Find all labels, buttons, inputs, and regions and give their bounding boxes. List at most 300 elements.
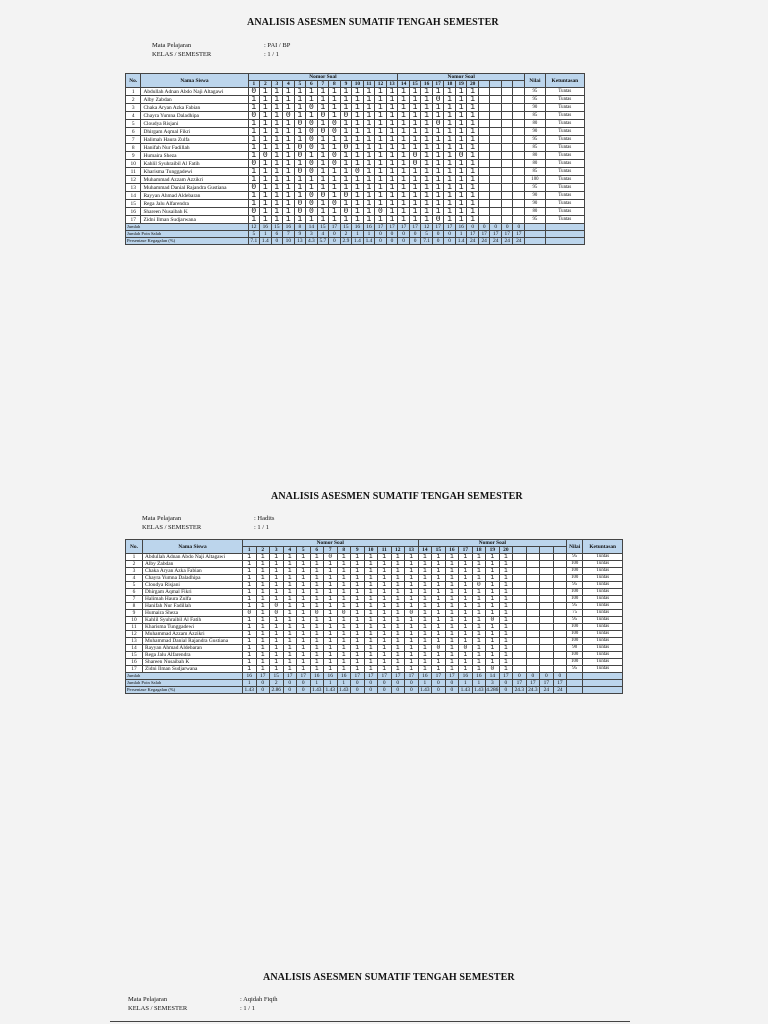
answer-cell: 1 — [398, 104, 410, 112]
class-value: : 1 / 1 — [240, 1005, 255, 1012]
answer-cell: 1 — [472, 610, 486, 617]
answer-cell — [540, 561, 554, 568]
answer-cell: 1 — [256, 666, 270, 673]
summary-cell: 1 — [455, 231, 467, 238]
status-cell: Tuntas — [545, 120, 584, 128]
subject-label: Mata Pelajaran — [152, 42, 192, 49]
answer-cell: 1 — [271, 160, 283, 168]
answer-cell: 1 — [337, 596, 351, 603]
summary-cell: 16 — [260, 224, 272, 231]
table-row — [126, 136, 585, 144]
table-top-border — [110, 1021, 630, 1022]
answer-cell: 1 — [243, 631, 257, 638]
summary-cell: 0 — [405, 680, 419, 687]
answer-cell: 1 — [363, 160, 375, 168]
answer-cell — [490, 136, 502, 144]
answer-cell — [501, 176, 513, 184]
row-number: 4 — [126, 112, 141, 120]
answer-cell: 1 — [248, 168, 260, 176]
summary-cell: 17 — [499, 673, 513, 680]
answer-cell: 1 — [310, 624, 324, 631]
question-number: 7 — [324, 547, 338, 554]
answer-cell: 1 — [391, 596, 405, 603]
answer-cell: 1 — [310, 631, 324, 638]
score-cell: 95 — [525, 184, 546, 192]
answer-cell: 1 — [256, 568, 270, 575]
answer-cell: 0 — [260, 152, 272, 160]
col-header-ketuntasan: Ketuntasan — [583, 540, 623, 554]
table-row — [126, 631, 623, 638]
answer-cell: 1 — [386, 104, 398, 112]
answer-cell — [540, 610, 554, 617]
answer-cell: 1 — [432, 184, 444, 192]
answer-cell: 0 — [329, 200, 341, 208]
answer-cell: 0 — [283, 112, 295, 120]
answer-cell: 1 — [283, 575, 297, 582]
table-row — [126, 659, 623, 666]
answer-cell: 1 — [378, 568, 392, 575]
answer-cell: 1 — [391, 659, 405, 666]
answer-cell: 1 — [317, 96, 329, 104]
answer-cell: 1 — [310, 561, 324, 568]
col-header-nomor-soal: Nomor Soal — [248, 74, 398, 81]
answer-cell: 1 — [398, 88, 410, 96]
score-cell: 90 — [525, 200, 546, 208]
answer-cell: 1 — [499, 603, 513, 610]
answer-cell: 0 — [306, 192, 318, 200]
score-cell: 95 — [525, 96, 546, 104]
student-name: Rayyan Ahmad Aldebaran — [143, 645, 243, 652]
answer-cell: 1 — [271, 88, 283, 96]
student-name: Muhammad Azzam Azzikri — [143, 631, 243, 638]
answer-cell: 1 — [283, 617, 297, 624]
answer-cell: 1 — [260, 200, 272, 208]
answer-cell — [526, 554, 540, 561]
answer-cell: 1 — [256, 554, 270, 561]
answer-cell: 1 — [351, 638, 365, 645]
answer-cell: 0 — [409, 152, 421, 160]
status-cell: Tuntas — [545, 176, 584, 184]
summary-cell: 0 — [409, 231, 421, 238]
answer-cell: 1 — [391, 610, 405, 617]
answer-cell: 1 — [352, 120, 364, 128]
answer-cell: 1 — [351, 568, 365, 575]
class-value: : 1 / 1 — [264, 51, 279, 58]
answer-cell: 1 — [467, 216, 479, 224]
answer-cell: 1 — [351, 596, 365, 603]
answer-cell: 1 — [310, 575, 324, 582]
answer-cell: 1 — [444, 112, 456, 120]
answer-cell — [478, 152, 490, 160]
answer-cell — [553, 610, 567, 617]
answer-cell — [513, 168, 525, 176]
answer-cell: 1 — [455, 216, 467, 224]
answer-cell: 1 — [283, 568, 297, 575]
answer-cell: 1 — [256, 596, 270, 603]
answer-cell: 1 — [445, 582, 459, 589]
status-cell: Tuntas — [545, 216, 584, 224]
answer-cell: 1 — [398, 112, 410, 120]
answer-cell: 1 — [260, 128, 272, 136]
answer-cell: 1 — [283, 666, 297, 673]
question-number: 18 — [444, 81, 456, 88]
answer-cell: 1 — [294, 184, 306, 192]
answer-cell — [478, 104, 490, 112]
table-row — [126, 617, 623, 624]
answer-cell: 0 — [248, 184, 260, 192]
answer-cell: 0 — [432, 216, 444, 224]
answer-cell: 1 — [363, 136, 375, 144]
answer-cell: 1 — [324, 659, 338, 666]
answer-cell: 1 — [364, 610, 378, 617]
answer-cell: 1 — [459, 603, 473, 610]
answer-cell: 1 — [418, 617, 432, 624]
answer-cell: 1 — [337, 589, 351, 596]
answer-cell — [553, 568, 567, 575]
answer-cell: 1 — [243, 645, 257, 652]
table-row — [126, 160, 585, 168]
summary-cell: 1.43 — [243, 687, 257, 694]
answer-cell: 1 — [306, 88, 318, 96]
row-number: 14 — [126, 645, 143, 652]
answer-cell: 1 — [391, 624, 405, 631]
answer-cell: 1 — [340, 120, 352, 128]
answer-cell — [513, 659, 527, 666]
answer-cell: 1 — [243, 568, 257, 575]
summary-cell: 0 — [513, 673, 527, 680]
answer-cell: 1 — [317, 176, 329, 184]
answer-cell — [478, 184, 490, 192]
status-cell: Tuntas — [545, 144, 584, 152]
row-number: 5 — [126, 120, 141, 128]
answer-cell: 1 — [499, 631, 513, 638]
answer-cell: 1 — [297, 589, 311, 596]
summary-cell: 24 — [540, 687, 554, 694]
answer-cell — [513, 200, 525, 208]
summary-empty — [583, 680, 623, 687]
answer-cell: 1 — [364, 582, 378, 589]
question-number: 14 — [418, 547, 432, 554]
answer-cell — [540, 638, 554, 645]
answer-cell: 1 — [364, 596, 378, 603]
answer-cell: 1 — [386, 96, 398, 104]
answer-cell — [540, 568, 554, 575]
answer-cell: 1 — [297, 631, 311, 638]
answer-cell: 1 — [283, 144, 295, 152]
answer-cell: 0 — [317, 112, 329, 120]
summary-cell: 0 — [478, 224, 490, 231]
answer-cell: 1 — [337, 568, 351, 575]
student-name: Chayra Yumna Daladhipa — [143, 575, 243, 582]
summary-cell: 2.86 — [270, 687, 284, 694]
answer-cell — [501, 192, 513, 200]
answer-cell: 0 — [340, 208, 352, 216]
answer-cell: 1 — [459, 659, 473, 666]
answer-cell — [490, 128, 502, 136]
answer-cell — [490, 176, 502, 184]
summary-cell: 4.3 — [306, 238, 318, 245]
answer-cell: 1 — [421, 200, 433, 208]
answer-cell: 1 — [405, 631, 419, 638]
row-number: 10 — [126, 160, 141, 168]
answer-cell: 1 — [363, 152, 375, 160]
answer-cell: 1 — [337, 645, 351, 652]
answer-cell: 1 — [445, 561, 459, 568]
answer-cell: 1 — [363, 216, 375, 224]
summary-empty — [567, 680, 583, 687]
summary-cell: 17 — [444, 224, 456, 231]
answer-cell — [526, 631, 540, 638]
answer-cell: 1 — [364, 603, 378, 610]
answer-cell: 1 — [455, 176, 467, 184]
answer-cell — [490, 112, 502, 120]
answer-cell: 1 — [459, 554, 473, 561]
row-number: 8 — [126, 144, 141, 152]
summary-cell: 2 — [340, 231, 352, 238]
answer-cell: 1 — [499, 554, 513, 561]
question-number: 3 — [271, 81, 283, 88]
summary-cell: 0 — [432, 687, 446, 694]
answer-cell: 1 — [375, 176, 387, 184]
answer-cell: 1 — [375, 112, 387, 120]
answer-cell: 1 — [378, 652, 392, 659]
answer-cell — [490, 192, 502, 200]
answer-cell: 1 — [455, 96, 467, 104]
answer-cell: 1 — [260, 96, 272, 104]
answer-cell: 1 — [378, 666, 392, 673]
score-cell: 95 — [567, 554, 583, 561]
answer-cell: 1 — [297, 568, 311, 575]
student-name: Shareen Nusaibah K — [141, 208, 248, 216]
answer-cell: 1 — [467, 152, 479, 160]
subject-value: : Hadits — [254, 515, 275, 522]
answer-cell: 1 — [256, 575, 270, 582]
answer-cell: 1 — [337, 561, 351, 568]
answer-cell: 1 — [340, 104, 352, 112]
answer-cell — [501, 216, 513, 224]
score-cell: 95 — [525, 216, 546, 224]
score-cell: 95 — [525, 136, 546, 144]
answer-cell — [526, 624, 540, 631]
answer-cell: 1 — [283, 176, 295, 184]
summary-cell: 1 — [243, 680, 257, 687]
answer-cell: 0 — [294, 152, 306, 160]
answer-cell: 1 — [243, 582, 257, 589]
student-name: Kahlil Syuhraibil Al Fatih — [141, 160, 248, 168]
answer-cell: 0 — [317, 192, 329, 200]
answer-cell: 1 — [352, 160, 364, 168]
answer-cell: 1 — [486, 638, 500, 645]
answer-cell: 0 — [310, 610, 324, 617]
answer-cell: 1 — [243, 624, 257, 631]
answer-cell: 1 — [444, 88, 456, 96]
row-number: 4 — [126, 575, 143, 582]
answer-cell: 1 — [421, 112, 433, 120]
row-number: 8 — [126, 603, 143, 610]
row-number: 15 — [126, 200, 141, 208]
answer-cell: 1 — [260, 168, 272, 176]
answer-cell: 1 — [445, 589, 459, 596]
answer-cell: 1 — [329, 144, 341, 152]
col-header-nilai: Nilai — [525, 74, 546, 88]
answer-cell: 1 — [432, 88, 444, 96]
answer-cell: 1 — [248, 192, 260, 200]
summary-cell: 14 — [486, 673, 500, 680]
question-number: 12 — [375, 81, 387, 88]
status-cell: Tuntas — [583, 645, 623, 652]
summary-cell: 1.43 — [418, 687, 432, 694]
answer-cell: 1 — [364, 666, 378, 673]
score-cell: 80 — [525, 152, 546, 160]
question-number: 3 — [270, 547, 284, 554]
answer-cell: 1 — [337, 666, 351, 673]
answer-cell: 1 — [467, 184, 479, 192]
answer-cell: 0 — [294, 144, 306, 152]
answer-cell: 1 — [386, 208, 398, 216]
student-name: Abdullah Adnan Abdo Naji Altagawi — [143, 554, 243, 561]
answer-cell: 1 — [459, 666, 473, 673]
answer-cell: 1 — [418, 603, 432, 610]
status-cell: Tuntas — [583, 589, 623, 596]
answer-cell — [478, 120, 490, 128]
answer-cell: 1 — [444, 192, 456, 200]
answer-cell: 1 — [432, 160, 444, 168]
summary-cell: 0 — [432, 238, 444, 245]
answer-cell — [501, 120, 513, 128]
answer-cell: 1 — [363, 128, 375, 136]
row-number: 12 — [126, 176, 141, 184]
answer-cell: 0 — [243, 610, 257, 617]
question-number: 15 — [409, 81, 421, 88]
answer-cell: 1 — [499, 582, 513, 589]
answer-cell: 0 — [306, 144, 318, 152]
answer-cell: 0 — [486, 666, 500, 673]
student-name: Muhammad Danial Rajandra Gustiana — [143, 638, 243, 645]
score-cell: 100 — [525, 176, 546, 184]
answer-cell: 1 — [375, 216, 387, 224]
student-name: Humaira Sheza — [141, 152, 248, 160]
summary-cell: 17 — [378, 673, 392, 680]
summary-cell: 0 — [378, 687, 392, 694]
answer-cell: 1 — [445, 652, 459, 659]
answer-cell: 1 — [271, 184, 283, 192]
score-cell: 90 — [567, 645, 583, 652]
answer-cell: 0 — [340, 192, 352, 200]
row-number: 1 — [126, 88, 141, 96]
answer-cell: 1 — [409, 208, 421, 216]
score-cell: 100 — [567, 652, 583, 659]
summary-cell: 14 — [306, 224, 318, 231]
answer-cell: 1 — [375, 192, 387, 200]
answer-cell: 0 — [329, 160, 341, 168]
answer-cell: 1 — [260, 184, 272, 192]
answer-cell: 1 — [352, 144, 364, 152]
answer-cell — [478, 176, 490, 184]
subject-value: : PAI / BP — [264, 42, 291, 49]
answer-cell: 1 — [256, 638, 270, 645]
answer-cell — [526, 603, 540, 610]
answer-cell: 1 — [499, 652, 513, 659]
summary-cell: 17 — [351, 673, 365, 680]
summary-cell: 17 — [513, 231, 525, 238]
status-cell: Tuntas — [583, 638, 623, 645]
summary-cell: 17 — [432, 673, 446, 680]
summary-cell: 1 — [363, 231, 375, 238]
answer-cell: 1 — [351, 561, 365, 568]
answer-cell: 1 — [310, 652, 324, 659]
answer-cell: 1 — [486, 554, 500, 561]
answer-cell: 0 — [432, 120, 444, 128]
answer-cell — [513, 120, 525, 128]
answer-cell: 1 — [337, 575, 351, 582]
answer-cell: 1 — [270, 652, 284, 659]
answer-cell: 1 — [294, 104, 306, 112]
answer-cell: 1 — [391, 652, 405, 659]
student-name: Muhammad Azzam Azzikri — [141, 176, 248, 184]
summary-empty — [583, 687, 623, 694]
summary-cell: 0 — [432, 231, 444, 238]
analysis-table — [125, 73, 585, 245]
summary-cell: 17 — [432, 224, 444, 231]
summary-cell: 6 — [271, 231, 283, 238]
answer-cell — [478, 160, 490, 168]
answer-cell: 1 — [409, 136, 421, 144]
answer-cell: 1 — [364, 568, 378, 575]
answer-cell — [540, 554, 554, 561]
answer-cell — [526, 666, 540, 673]
summary-cell: 0 — [351, 687, 365, 694]
table-row — [126, 192, 585, 200]
summary-cell: 12 — [248, 224, 260, 231]
answer-cell: 1 — [283, 631, 297, 638]
answer-cell: 1 — [432, 208, 444, 216]
status-cell: Tuntas — [545, 184, 584, 192]
answer-cell: 0 — [294, 120, 306, 128]
answer-cell: 1 — [486, 624, 500, 631]
status-cell: Tuntas — [583, 575, 623, 582]
answer-cell: 1 — [445, 666, 459, 673]
answer-cell: 1 — [337, 554, 351, 561]
answer-cell — [540, 617, 554, 624]
answer-cell: 1 — [352, 216, 364, 224]
answer-cell — [540, 596, 554, 603]
answer-cell: 1 — [378, 610, 392, 617]
answer-cell: 1 — [243, 554, 257, 561]
answer-cell: 1 — [459, 652, 473, 659]
answer-cell — [501, 96, 513, 104]
answer-cell: 1 — [306, 112, 318, 120]
answer-cell: 1 — [329, 192, 341, 200]
answer-cell: 1 — [405, 603, 419, 610]
answer-cell: 1 — [352, 112, 364, 120]
answer-cell: 1 — [421, 216, 433, 224]
question-number — [501, 81, 513, 88]
answer-cell: 1 — [294, 192, 306, 200]
table-row — [126, 596, 623, 603]
answer-cell: 0 — [432, 645, 446, 652]
summary-cell: 2 — [270, 680, 284, 687]
answer-cell: 1 — [351, 652, 365, 659]
answer-cell: 1 — [352, 200, 364, 208]
question-number: 15 — [432, 547, 446, 554]
answer-cell — [526, 596, 540, 603]
subject-info — [152, 41, 290, 59]
answer-cell — [553, 631, 567, 638]
student-name: Halimah Haura Zulfa — [143, 596, 243, 603]
answer-cell: 1 — [337, 624, 351, 631]
answer-cell — [526, 610, 540, 617]
answer-cell: 1 — [351, 645, 365, 652]
